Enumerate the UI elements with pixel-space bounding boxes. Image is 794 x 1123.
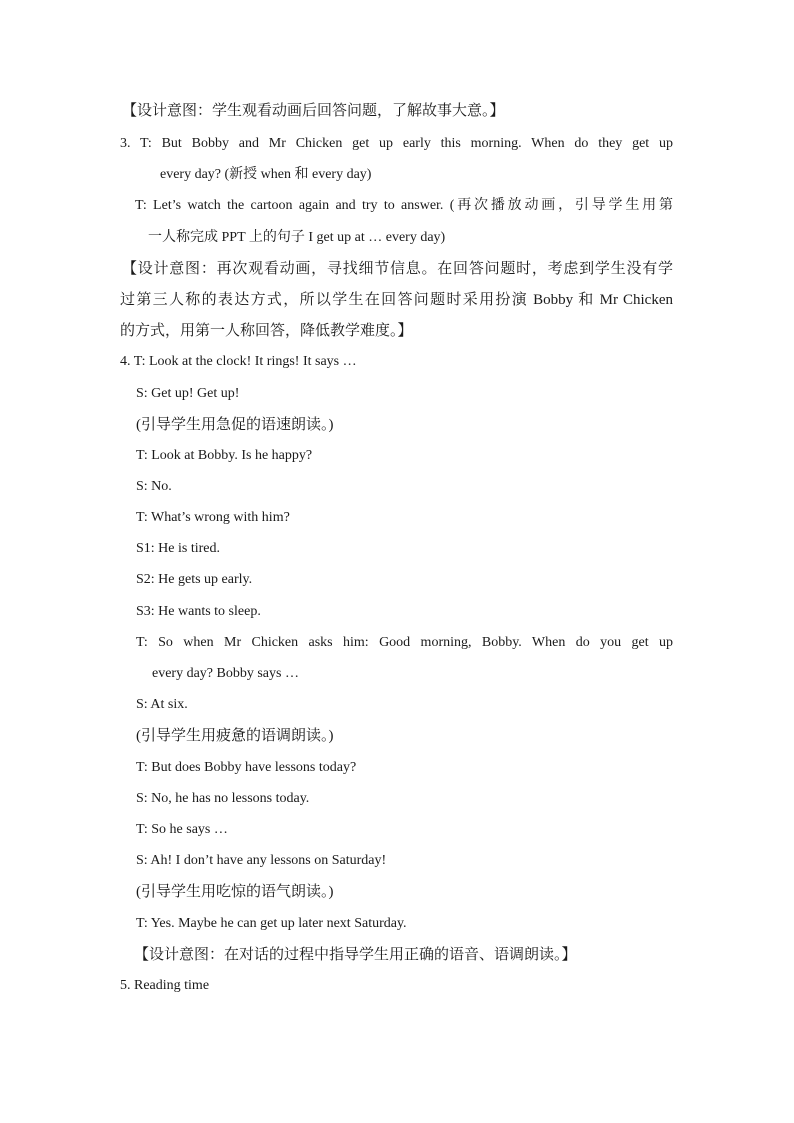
- step-3-question: 3. T: But Bobby and Mr Chicken get up early this morning. When do they get up: [120, 136, 673, 151]
- dialogue-line: S1: He is tired.: [136, 541, 220, 556]
- reading-guidance: (引导学生用疲惫的语调朗读。): [136, 728, 334, 744]
- step-3-instruction-cont: 一人称完成 PPT 上的句子 I get up at … every day): [148, 230, 446, 245]
- design-intent-note-3: 【设计意图：在对话的过程中指导学生用正确的语音、语调朗读。】: [134, 947, 577, 963]
- dialogue-line: T: Look at Bobby. Is he happy?: [136, 448, 313, 463]
- dialogue-line: T: What’s wrong with him?: [136, 510, 290, 525]
- dialogue-line: T: So he says …: [136, 822, 228, 837]
- dialogue-line: S: No, he has no lessons today.: [136, 791, 310, 806]
- step-3-question-cont: every day? (新授 when 和 every day): [160, 167, 372, 182]
- reading-guidance: (引导学生用急促的语速朗读。): [136, 417, 334, 433]
- step-5-heading: 5. Reading time: [120, 978, 210, 993]
- dialogue-line: T: Yes. Maybe he can get up later next Saturday.: [136, 916, 407, 931]
- dialogue-line: S2: He gets up early.: [136, 572, 253, 587]
- step-3-instruction: T: Let’s watch the cartoon again and try to answer. (再次播放动画，引导学生用第: [135, 198, 673, 213]
- dialogue-line: S: At six.: [136, 697, 188, 712]
- design-intent-note-1: 【设计意图：学生观看动画后回答问题，了解故事大意。】: [122, 103, 505, 119]
- dialogue-line: S: No.: [136, 479, 172, 494]
- dialogue-line: S3: He wants to sleep.: [136, 604, 261, 619]
- design-intent-note-2-end: 的方式，用第一人称回答，降低教学难度。】: [120, 323, 413, 339]
- design-intent-note-2-cont: 过第三人称的表达方式，所以学生在回答问题时采用扮演 Bobby 和 Mr Chicken: [120, 292, 673, 308]
- design-intent-note-2: 【设计意图：再次观看动画，寻找细节信息。在回答问题时，考虑到学生没有学: [122, 261, 673, 277]
- dialogue-line: T: So when Mr Chicken asks him: Good morning, Bobby. When do you get up: [136, 635, 673, 650]
- reading-guidance: (引导学生用吃惊的语气朗读。): [136, 884, 334, 900]
- dialogue-line: T: But does Bobby have lessons today?: [136, 760, 357, 775]
- dialogue-line-cont: every day? Bobby says …: [152, 666, 299, 681]
- step-4-clock: 4. T: Look at the clock! It rings! It says …: [120, 354, 357, 369]
- dialogue-line: S: Ah! I don’t have any lessons on Saturday!: [136, 853, 387, 868]
- dialogue-line: S: Get up! Get up!: [136, 386, 240, 401]
